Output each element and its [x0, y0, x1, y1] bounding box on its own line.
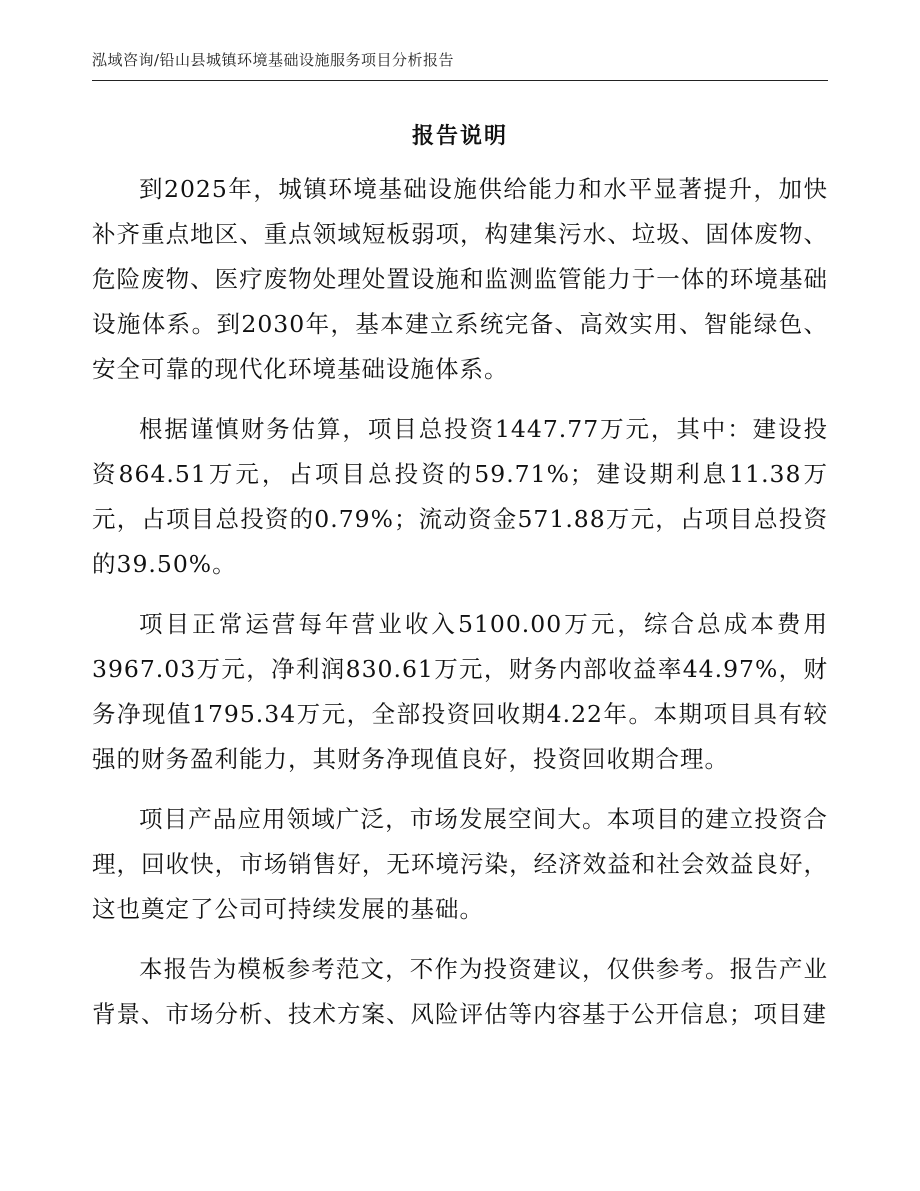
running-header: 泓域咨询/铅山县城镇环境基础设施服务项目分析报告 [92, 51, 455, 69]
paragraph-2: 根据谨慎财务估算，项目总投资1447.77万元，其中：建设投资864.51万元，占项目总投资的59.71%；建设期利息11.38万元，占项目总投资的0.79%；流动资金571.88万元，占项目总投资的39.50%。 [92, 415, 828, 578]
paragraph-1: 到2025年，城镇环境基础设施供给能力和水平显著提升，加快补齐重点地区、重点领域短板弱项，构建集污水、垃圾、固体废物、危险废物、医疗废物处理处置设施和监测监管能力于一体的环境基础设施体系。到2030年，基本建立系统完备、高效实用、智能绿色、安全可靠的现代化环境基础设施体系。 [92, 175, 828, 383]
paragraph-5: 本报告为模板参考范文，不作为投资建议，仅供参考。报告产业背景、市场分析、技术方案、风险评估等内容基于公开信息；项目建 [92, 955, 828, 1028]
header-divider [92, 80, 828, 81]
document-body [92, 167, 828, 1052]
paragraph-4: 项目产品应用领域广泛，市场发展空间大。本项目的建立投资合理，回收快，市场销售好，无环境污染，经济效益和社会效益良好，这也奠定了公司可持续发展的基础。 [92, 805, 828, 923]
page-title: 报告说明 [411, 123, 508, 149]
paragraph-3: 项目正常运营每年营业收入5100.00万元，综合总成本费用3967.03万元，净利润830.61万元，财务内部收益率44.97%，财务净现值1795.34万元，全部投资回收期4.22年。本期项目具有较强的财务盈利能力，其财务净现值良好，投资回收期合理。 [92, 610, 828, 773]
